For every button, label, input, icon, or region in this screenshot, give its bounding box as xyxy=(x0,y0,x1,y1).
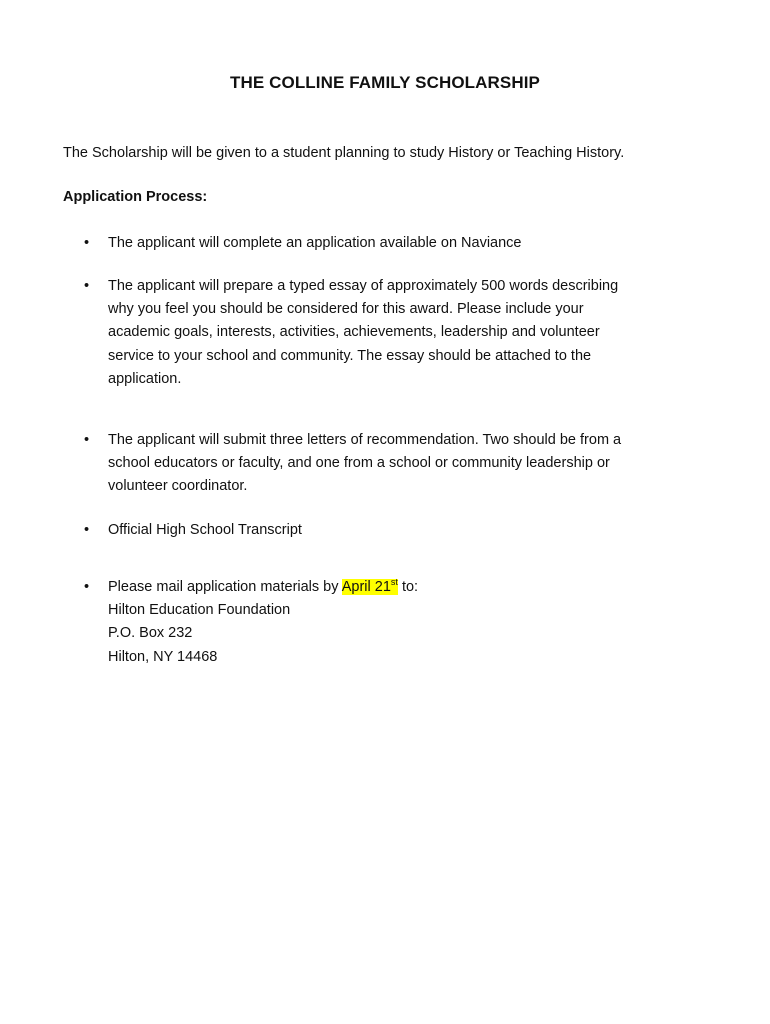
text-line: application. xyxy=(108,370,182,387)
text-line: Official High School Transcript xyxy=(108,522,302,538)
bullet-icon: • xyxy=(84,579,90,595)
mailing-instruction-prefix: Please mail application materials by xyxy=(108,579,342,595)
text-line: school educators or faculty, and one from a school or community leadership or xyxy=(108,455,610,472)
page-title: THE COLLINE FAMILY SCHOLARSHIP xyxy=(230,73,540,92)
text-line: service to your school and community. The essay should be attached to the xyxy=(108,347,592,364)
section-heading: Application Process: xyxy=(63,189,208,205)
deadline-date-suffix: st xyxy=(390,577,398,588)
deadline-highlight xyxy=(342,579,398,595)
mailing-instruction xyxy=(108,576,704,599)
bullet-icon: • xyxy=(84,522,90,538)
text-line: The applicant will complete an application available on Naviance xyxy=(108,235,522,251)
list-item-text xyxy=(108,429,704,499)
list-item-text xyxy=(108,275,704,391)
address-line: Hilton, NY 14468 xyxy=(108,648,218,665)
mailing-instruction-suffix: to: xyxy=(397,579,419,595)
deadline-date: April 21 xyxy=(341,579,391,595)
list-item-text xyxy=(108,232,704,255)
text-line: volunteer coordinator. xyxy=(108,478,248,495)
text-line: The applicant will prepare a typed essay of approximately 500 words describing xyxy=(108,278,619,294)
list-item-text xyxy=(108,519,704,542)
address-line: Hilton Education Foundation xyxy=(108,602,291,619)
bullet-icon: • xyxy=(84,432,90,448)
text-line: The applicant will submit three letters of recommendation. Two should be from a xyxy=(108,432,622,448)
list-item-text xyxy=(108,576,704,669)
bullet-icon: • xyxy=(84,235,90,251)
text-line: academic goals, interests, activities, achievements, leadership and volunteer xyxy=(108,324,600,341)
text-line: why you feel you should be considered for this award. Please include your xyxy=(108,301,584,318)
address-line: P.O. Box 232 xyxy=(108,625,193,642)
intro-paragraph: The Scholarship will be given to a student planning to study History or Teaching History. xyxy=(63,145,625,161)
bullet-icon: • xyxy=(84,278,90,294)
